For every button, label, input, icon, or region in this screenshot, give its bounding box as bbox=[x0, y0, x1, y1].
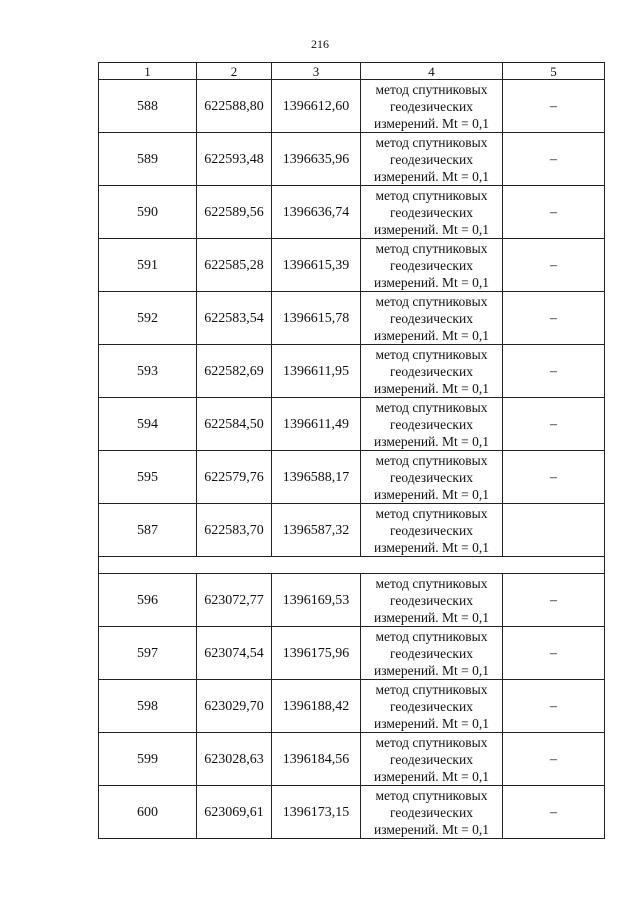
y-coordinate-cell: 1396612,60 bbox=[272, 80, 361, 133]
point-number-cell: 592 bbox=[99, 292, 197, 345]
y-coordinate-cell: 1396611,49 bbox=[272, 398, 361, 451]
column-header: 3 bbox=[272, 63, 361, 80]
method-line: метод спутниковых bbox=[375, 399, 488, 415]
y-coordinate-cell: 1396587,32 bbox=[272, 504, 361, 557]
table-row bbox=[99, 786, 605, 839]
method-cell bbox=[361, 345, 503, 398]
x-coordinate-cell: 622588,80 bbox=[197, 80, 272, 133]
method-line: измерений. Mt = 0,1 bbox=[373, 662, 490, 678]
method-line: геодезических bbox=[390, 645, 473, 661]
method-line: метод спутниковых bbox=[375, 81, 488, 97]
point-number-cell: 599 bbox=[99, 733, 197, 786]
method-line: измерений. Mt = 0,1 bbox=[373, 168, 490, 184]
point-number-cell: 589 bbox=[99, 133, 197, 186]
y-coordinate-cell: 1396635,96 bbox=[272, 133, 361, 186]
method-line: геодезических bbox=[390, 698, 473, 714]
method-line: метод спутниковых bbox=[375, 575, 488, 591]
method-cell bbox=[361, 80, 503, 133]
y-coordinate-cell: 1396611,95 bbox=[272, 345, 361, 398]
method-line: геодезических bbox=[390, 151, 473, 167]
x-coordinate-cell: 623069,61 bbox=[197, 786, 272, 839]
page-number: 216 bbox=[311, 37, 329, 51]
separator-row bbox=[99, 557, 605, 574]
method-line: геодезических bbox=[390, 592, 473, 608]
method-cell bbox=[361, 680, 503, 733]
y-coordinate-cell: 1396188,42 bbox=[272, 680, 361, 733]
separator-cell bbox=[99, 557, 605, 574]
method-line: метод спутниковых bbox=[375, 293, 488, 309]
method-cell bbox=[361, 398, 503, 451]
x-coordinate-cell: 622583,70 bbox=[197, 504, 272, 557]
table-row bbox=[99, 345, 605, 398]
x-coordinate-cell: 623029,70 bbox=[197, 680, 272, 733]
method-line: метод спутниковых bbox=[375, 505, 488, 521]
y-coordinate-cell: 1396173,15 bbox=[272, 786, 361, 839]
y-coordinate-cell: 1396615,78 bbox=[272, 292, 361, 345]
table-row bbox=[99, 451, 605, 504]
column-header: 4 bbox=[361, 63, 503, 80]
method-line: геодезических bbox=[390, 751, 473, 767]
method-line: геодезических bbox=[390, 257, 473, 273]
coordinates-table bbox=[98, 62, 605, 839]
method-line: метод спутниковых bbox=[375, 187, 488, 203]
method-line: измерений. Mt = 0,1 bbox=[373, 609, 490, 625]
method-cell bbox=[361, 292, 503, 345]
method-line: измерений. Mt = 0,1 bbox=[373, 274, 490, 290]
y-coordinate-cell: 1396184,56 bbox=[272, 733, 361, 786]
method-cell bbox=[361, 786, 503, 839]
method-line: метод спутниковых bbox=[375, 734, 488, 750]
method-line: геодезических bbox=[390, 804, 473, 820]
note-cell: – bbox=[503, 574, 605, 627]
point-number-cell: 591 bbox=[99, 239, 197, 292]
x-coordinate-cell: 622579,76 bbox=[197, 451, 272, 504]
method-line: измерений. Mt = 0,1 bbox=[373, 715, 490, 731]
point-number-cell: 594 bbox=[99, 398, 197, 451]
method-line: геодезических bbox=[390, 310, 473, 326]
method-line: метод спутниковых bbox=[375, 452, 488, 468]
method-line: геодезических bbox=[390, 469, 473, 485]
note-cell: – bbox=[503, 345, 605, 398]
note-cell: – bbox=[503, 292, 605, 345]
note-cell: – bbox=[503, 786, 605, 839]
x-coordinate-cell: 622593,48 bbox=[197, 133, 272, 186]
table-row bbox=[99, 239, 605, 292]
table-row bbox=[99, 186, 605, 239]
note-cell: – bbox=[503, 733, 605, 786]
note-cell: – bbox=[503, 627, 605, 680]
method-cell bbox=[361, 733, 503, 786]
note-cell: – bbox=[503, 398, 605, 451]
note-cell: – bbox=[503, 680, 605, 733]
y-coordinate-cell: 1396615,39 bbox=[272, 239, 361, 292]
point-number-cell: 598 bbox=[99, 680, 197, 733]
method-line: измерений. Mt = 0,1 bbox=[373, 115, 490, 131]
point-number-cell: 600 bbox=[99, 786, 197, 839]
table-row bbox=[99, 733, 605, 786]
y-coordinate-cell: 1396588,17 bbox=[272, 451, 361, 504]
method-cell bbox=[361, 186, 503, 239]
y-coordinate-cell: 1396169,53 bbox=[272, 574, 361, 627]
y-coordinate-cell: 1396175,96 bbox=[272, 627, 361, 680]
note-cell bbox=[503, 504, 605, 557]
table-header-row bbox=[99, 63, 605, 80]
method-line: геодезических bbox=[390, 416, 473, 432]
point-number-cell: 593 bbox=[99, 345, 197, 398]
table-row bbox=[99, 398, 605, 451]
method-line: метод спутниковых bbox=[375, 681, 488, 697]
table-row bbox=[99, 292, 605, 345]
x-coordinate-cell: 622589,56 bbox=[197, 186, 272, 239]
method-cell bbox=[361, 239, 503, 292]
method-cell bbox=[361, 504, 503, 557]
x-coordinate-cell: 622584,50 bbox=[197, 398, 272, 451]
method-cell bbox=[361, 627, 503, 680]
table-row bbox=[99, 680, 605, 733]
point-number-cell: 588 bbox=[99, 80, 197, 133]
point-number-cell: 590 bbox=[99, 186, 197, 239]
method-line: метод спутниковых bbox=[375, 628, 488, 644]
x-coordinate-cell: 623072,77 bbox=[197, 574, 272, 627]
method-line: измерений. Mt = 0,1 bbox=[373, 539, 490, 555]
table-row bbox=[99, 627, 605, 680]
note-cell: – bbox=[503, 80, 605, 133]
column-header: 1 bbox=[99, 63, 197, 80]
method-cell bbox=[361, 133, 503, 186]
method-line: измерений. Mt = 0,1 bbox=[373, 821, 490, 837]
method-line: метод спутниковых bbox=[375, 787, 488, 803]
method-line: геодезических bbox=[390, 363, 473, 379]
method-line: измерений. Mt = 0,1 bbox=[373, 221, 490, 237]
method-line: измерений. Mt = 0,1 bbox=[373, 433, 490, 449]
point-number-cell: 596 bbox=[99, 574, 197, 627]
note-cell: – bbox=[503, 239, 605, 292]
column-header: 5 bbox=[503, 63, 605, 80]
table-row bbox=[99, 80, 605, 133]
note-cell: – bbox=[503, 451, 605, 504]
method-line: геодезических bbox=[390, 204, 473, 220]
method-line: метод спутниковых bbox=[375, 134, 488, 150]
table-row bbox=[99, 504, 605, 557]
method-cell bbox=[361, 574, 503, 627]
point-number-cell: 587 bbox=[99, 504, 197, 557]
method-line: измерений. Mt = 0,1 bbox=[373, 380, 490, 396]
point-number-cell: 597 bbox=[99, 627, 197, 680]
note-cell: – bbox=[503, 133, 605, 186]
table-row bbox=[99, 133, 605, 186]
method-line: метод спутниковых bbox=[375, 240, 488, 256]
x-coordinate-cell: 623028,63 bbox=[197, 733, 272, 786]
method-line: измерений. Mt = 0,1 bbox=[373, 327, 490, 343]
method-line: измерений. Mt = 0,1 bbox=[373, 486, 490, 502]
column-header: 2 bbox=[197, 63, 272, 80]
x-coordinate-cell: 622585,28 bbox=[197, 239, 272, 292]
method-line: геодезических bbox=[390, 98, 473, 114]
method-cell bbox=[361, 451, 503, 504]
x-coordinate-cell: 622582,69 bbox=[197, 345, 272, 398]
point-number-cell: 595 bbox=[99, 451, 197, 504]
x-coordinate-cell: 622583,54 bbox=[197, 292, 272, 345]
method-line: геодезических bbox=[390, 522, 473, 538]
method-line: измерений. Mt = 0,1 bbox=[373, 768, 490, 784]
note-cell: – bbox=[503, 186, 605, 239]
table-row bbox=[99, 574, 605, 627]
method-line: метод спутниковых bbox=[375, 346, 488, 362]
y-coordinate-cell: 1396636,74 bbox=[272, 186, 361, 239]
x-coordinate-cell: 623074,54 bbox=[197, 627, 272, 680]
